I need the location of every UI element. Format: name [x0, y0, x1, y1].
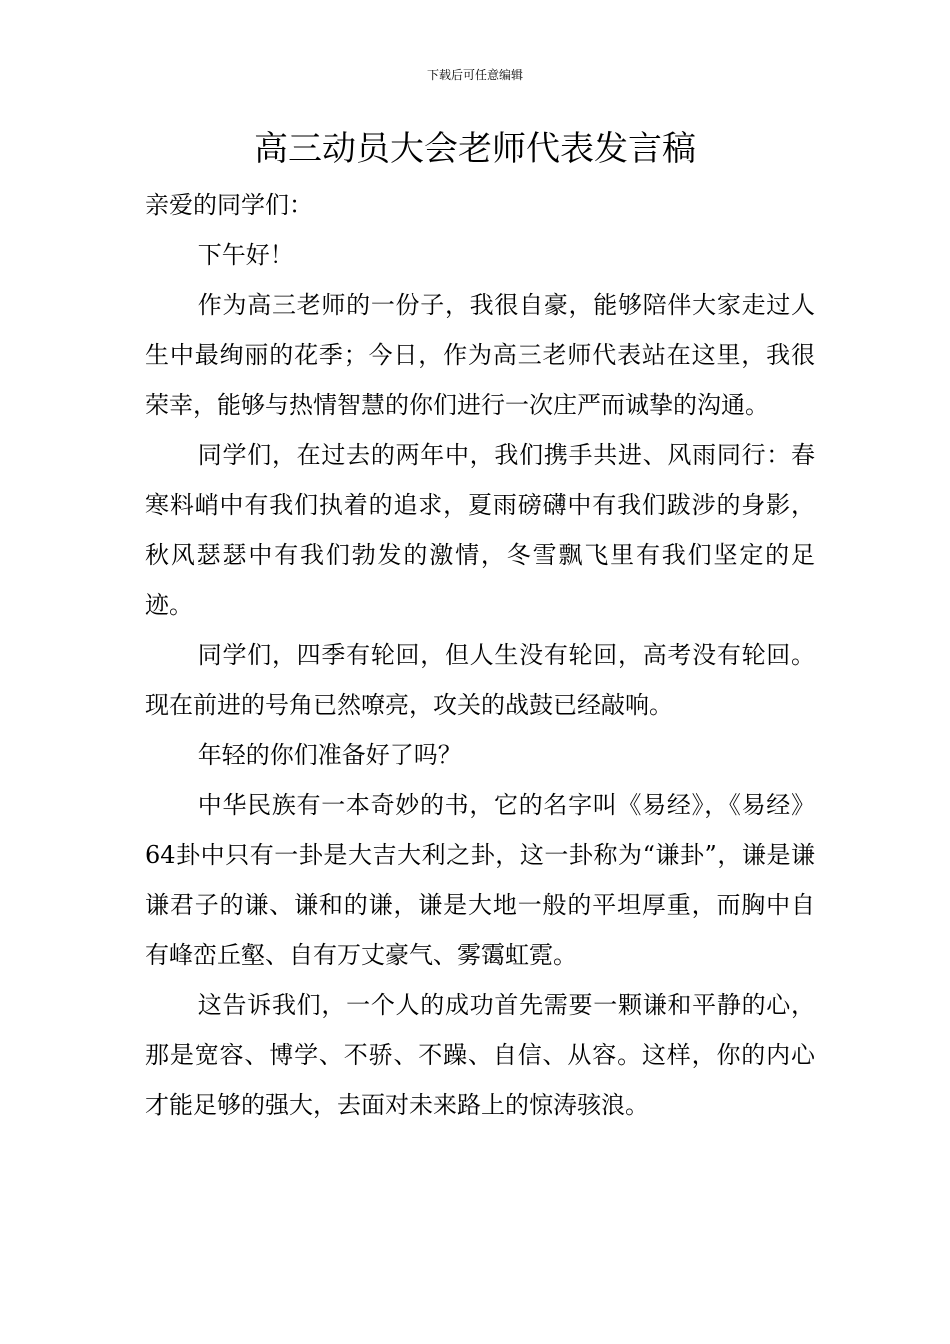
paragraph-greeting: 下午好！ [197, 241, 294, 269]
paragraph-6: 这告诉我们，一个人的成功首先需要一颗谦和平静的心，那是宽容、博学、不骄、不躁、自信、从容。这样，你的内心才能足够的强大，去面对未来路上的惊涛骇浪。 [145, 991, 815, 1119]
salutation: 亲爱的同学们： [145, 191, 313, 219]
paragraph-3: 同学们，四季有轮回，但人生没有轮回，高考没有轮回。现在前进的号角已然嘹亮，攻关的战鼓已经敲响。 [145, 641, 815, 719]
document-title: 高三动员大会老师代表发言稿 [254, 129, 696, 169]
paragraph-2: 同学们，在过去的两年中，我们携手共进、风雨同行：春寒料峭中有我们执着的追求，夏雨磅礴中有我们跋涉的身影，秋风瑟瑟中有我们勃发的激情，冬雪飘飞里有我们坚定的足迹。 [145, 441, 815, 619]
paragraph-5: 中华民族有一本奇妙的书，它的名字叫《易经》，《易经》64卦中只有一卦是大吉大利之卦，这一卦称为“谦卦”，谦是谦谦君子的谦、谦和的谦，谦是大地一般的平坦厚重，而胸中自有峰峦丘壑、自有万丈豪气、雾霭虹霓。 [145, 791, 815, 969]
document-body [145, 180, 815, 1130]
paragraph-4: 年轻的你们准备好了吗？ [197, 741, 462, 769]
header-note: 下载后可任意编辑 [426, 68, 523, 82]
paragraph-1: 作为高三老师的一份子，我很自豪，能够陪伴大家走过人生中最绚丽的花季；今日，作为高三老师代表站在这里，我很荣幸，能够与热情智慧的你们进行一次庄严而诚挚的沟通。 [145, 291, 815, 419]
